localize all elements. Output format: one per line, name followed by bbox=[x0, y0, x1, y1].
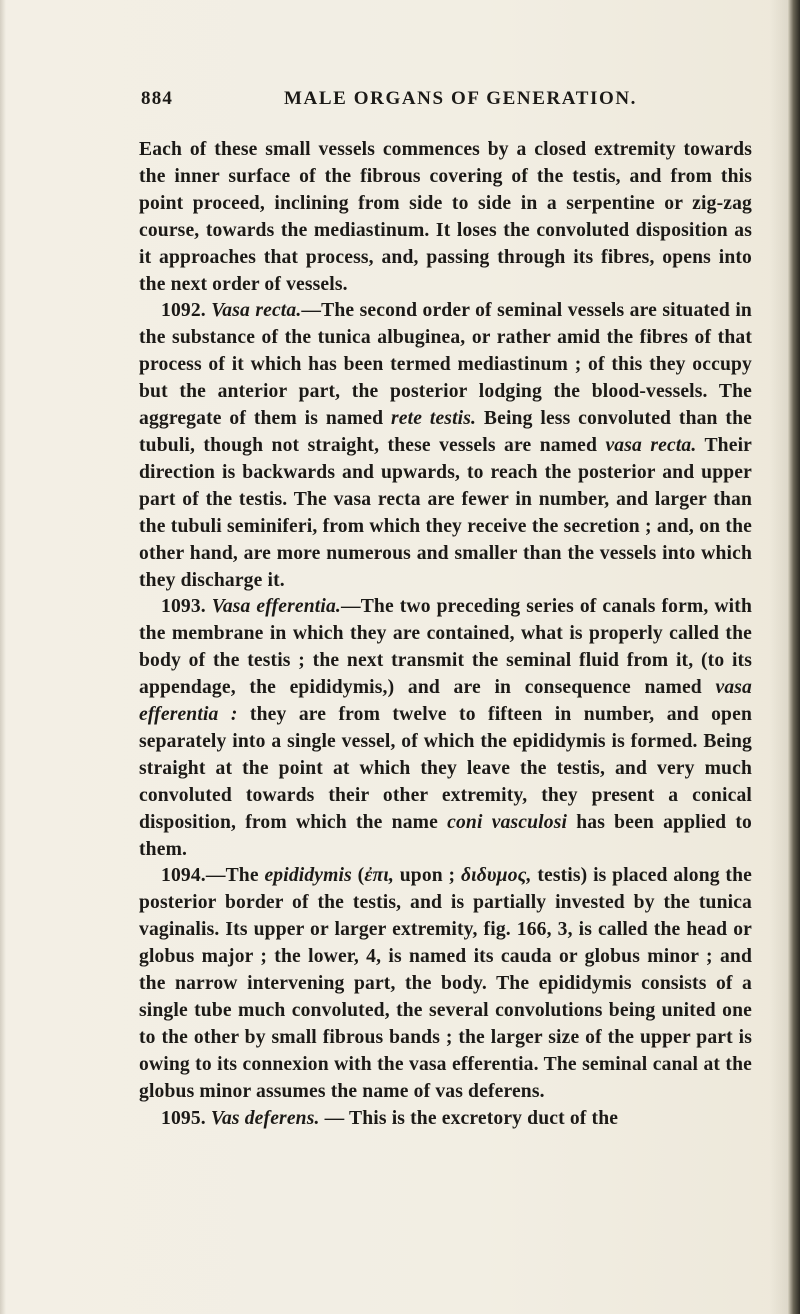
paragraph-text: — This is the excretory duct of the bbox=[319, 1107, 619, 1129]
paragraph-continuation bbox=[139, 137, 752, 298]
paragraph-text: Each of these small vessels commences by a closed extremity towards the inner surface of the fibrous covering of the testis, and from this point proceed, inclining from side to side in a serpentine or zig-zag course, towards the mediastinum. It loses the convoluted disposition as it approaches that process, and, passing through its fibres, opens into the next order of vessels. bbox=[139, 139, 752, 295]
paragraph-text: they are from twelve to fifteen in number, and open separately into a single vessel, of which the epididymis is formed. Being straight at the point at which they leave the testis, and very much convoluted towards their other extremity, they present a conical disposition, from which the name bbox=[139, 704, 753, 833]
paragraph-number: 1095. bbox=[161, 1107, 206, 1129]
paragraph-text: —The bbox=[205, 865, 265, 887]
paragraph-text: —The two preceding series of canals form, with the membrane in which they are contained, what is properly called the body of the testis ; the next transmit the seminal fluid from it, (to its appendage, the epididymis,) and are in consequence named bbox=[139, 596, 752, 699]
section-heading: epididymis bbox=[264, 865, 352, 887]
paragraph-1095 bbox=[139, 1106, 752, 1133]
italic-term: coni vasculosi bbox=[447, 811, 568, 833]
paragraph-number: 1093. bbox=[161, 596, 206, 618]
greek-word: διδυμος, bbox=[460, 865, 532, 887]
paragraph-number: 1092. bbox=[161, 300, 206, 322]
paragraph-text: ( bbox=[351, 865, 365, 887]
italic-term: rete testis. bbox=[391, 408, 477, 430]
running-title: MALE ORGANS OF GENERATION. bbox=[284, 88, 638, 109]
book-spine-edge bbox=[788, 0, 800, 1314]
greek-word: ἐπι, bbox=[364, 865, 395, 887]
italic-term: vasa efferentia : bbox=[139, 677, 752, 726]
page-number: 884 bbox=[141, 88, 174, 109]
paragraph-text: —The second order of seminal vessels are situated in the substance of the tunica albuginea, or rather amid the fibres of that process of it which has been termed mediastinum ; of this they occupy but the anterior part, the posterior lodging the blood-vessels. The aggregate of them is named bbox=[139, 300, 752, 430]
paragraph-1092 bbox=[139, 298, 752, 594]
paragraph-text: upon ; bbox=[394, 865, 461, 887]
paragraph-1094 bbox=[139, 863, 752, 1105]
section-heading: Vasa recta. bbox=[211, 300, 302, 322]
spine-shadow bbox=[770, 0, 788, 1314]
paragraph-text: Being less convoluted than the tubuli, though not straight, these vessels are named bbox=[139, 408, 752, 456]
paragraph-text: testis) is placed along the posterior border of the testis, and is partially invested by the tunica vaginalis. Its upper or larger extremity, fig. 166, 3, is called the head or globus major ; the lower, 4, is named its cauda or globus minor ; and the narrow intervening part, the body. The epididymis consists of a single tube much convoluted, the several convolutions being united one to the other by small fibrous bands ; the larger size of the upper part is owing to its connexion with the vasa efferentia. The seminal canal at the globus minor assumes the name of vas deferens. bbox=[139, 865, 752, 1102]
running-header bbox=[141, 88, 741, 118]
page-left-edge bbox=[0, 0, 6, 1314]
italic-term: vasa recta. bbox=[605, 434, 697, 456]
paragraph-1093 bbox=[139, 594, 752, 863]
paragraph-text: has been applied to them. bbox=[139, 811, 753, 860]
section-heading: Vasa efferentia. bbox=[211, 596, 341, 618]
paragraph-number: 1094. bbox=[161, 865, 206, 887]
paragraph-text: Their direction is backwards and upwards, to reach the posterior and upper part of the testis. The vasa recta are fewer in number, and larger than the tubuli seminiferi, from which they receive the secretion ; and, on the other hand, are more numerous and smaller than the vessels into which they discharge it. bbox=[139, 434, 753, 591]
body-text bbox=[139, 137, 752, 1133]
section-heading: Vas deferens. bbox=[210, 1107, 320, 1129]
